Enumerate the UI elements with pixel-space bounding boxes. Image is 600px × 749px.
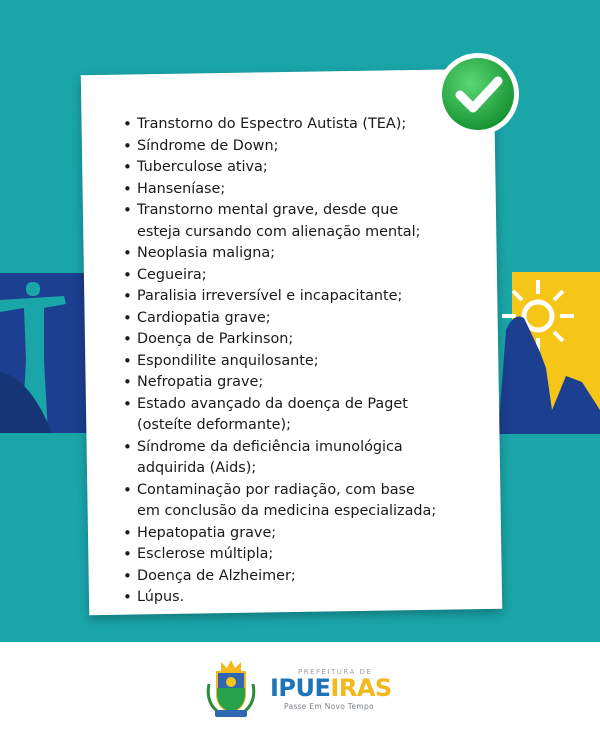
city-crest-icon	[203, 658, 259, 720]
list-item: • Contaminação por radiação, com base em conclusão da medicina especializada;	[121, 480, 481, 523]
list-item: • Doença de Parkinson;	[121, 329, 481, 351]
list-item: • Síndrome de Down;	[121, 136, 481, 158]
list-item: • Cegueira;	[121, 265, 481, 287]
list-item: • Hepatopatia grave;	[121, 523, 481, 545]
city-tagline: Passe Em Novo Tempo	[284, 702, 374, 711]
city-name: IPUEIRAS	[270, 674, 392, 702]
list-item: • Tuberculose ativa;	[121, 157, 481, 179]
prefeitura-label: PREFEITURA DE	[298, 668, 373, 676]
list-item: • Paralisia irreversível e incapacitante;	[121, 286, 481, 308]
list-item: • Nefropatia grave;	[121, 372, 481, 394]
list-item: • Esclerose múltipla;	[121, 544, 481, 566]
list-item: • Síndrome da deficiência imunológica adquirida (Aids);	[121, 437, 481, 480]
conditions-list	[121, 114, 481, 609]
check-icon	[432, 48, 524, 140]
list-item: • Transtorno mental grave, desde que esteja cursando com alienação mental;	[121, 200, 481, 243]
city-logo	[270, 668, 400, 712]
list-item: • Neoplasia maligna;	[121, 243, 481, 265]
list-item: • Hanseníase;	[121, 179, 481, 201]
list-item: • Espondilite anquilosante;	[121, 351, 481, 373]
list-item: • Lúpus.	[121, 587, 481, 609]
list-item: • Transtorno do Espectro Autista (TEA);	[121, 114, 481, 136]
list-item: • Estado avançado da doença de Paget (osteíte deformante);	[121, 394, 481, 437]
list-item: • Doença de Alzheimer;	[121, 566, 481, 588]
list-item: • Cardiopatia grave;	[121, 308, 481, 330]
